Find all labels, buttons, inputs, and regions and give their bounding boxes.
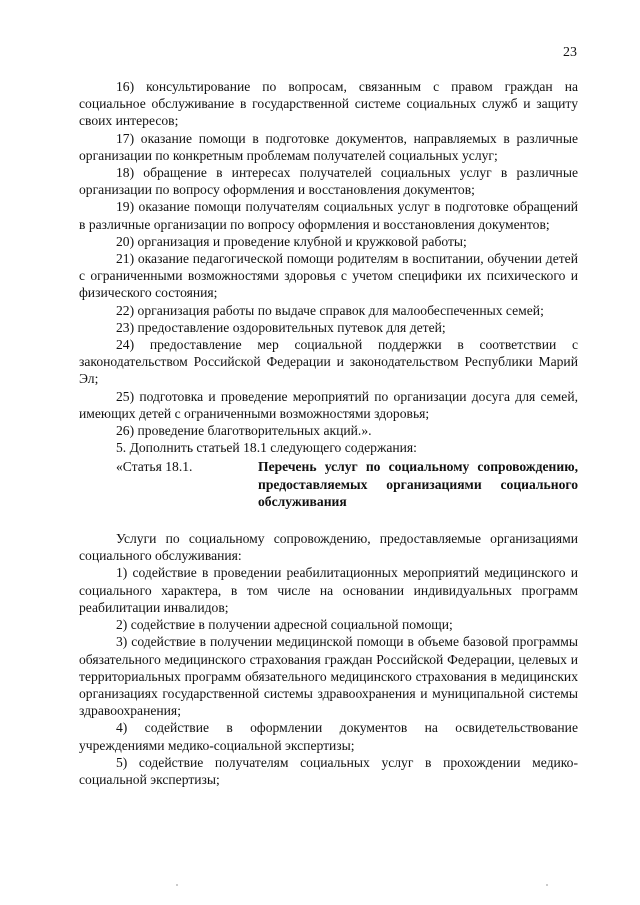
list-item-26: 26) проведение благотворительных акций.».: [116, 423, 372, 439]
service-item-2: 2) содействие в получении адресной социальной помощи;: [116, 617, 453, 633]
list-item-23: 23) предоставление оздоровительных путевок для детей;: [116, 319, 446, 335]
scan-speck: [176, 884, 178, 886]
list-item-24: 24) предоставление мер социальной поддержки в соответствии с законодательством Российской Федерации и законодательством Республики Марий Эл;: [79, 337, 578, 387]
service-item-4: 4) содействие в оформлении документов на освидетельствование учреждениями медико-социальной экспертизы;: [79, 720, 578, 753]
section-spacer: [79, 510, 578, 530]
document-body: [79, 78, 578, 788]
article-label: «Статья 18.1.: [116, 459, 193, 475]
list-item-21: 21) оказание педагогической помощи родителям в воспитании, обучении детей с ограниченными возможностями здоровья с учетом специфики их психического и физического состояния;: [79, 251, 578, 301]
service-item-5: 5) содействие получателям социальных услуг в прохождении медико-социальной экспертизы;: [79, 754, 578, 787]
services-intro: Услуги по социальному сопровождению, предоставляемые организациями социального обслуживания:: [79, 531, 578, 564]
list-item-22: 22) организация работы по выдаче справок для малообеспеченных семей;: [116, 302, 544, 318]
list-item-18: 18) обращение в интересах получателей социальных услуг в различные организации по вопросу оформления и восстановления документов;: [79, 165, 578, 198]
list-item-20: 20) организация и проведение клубной и кружковой работы;: [116, 233, 467, 249]
amendment-point-5: 5. Дополнить статьей 18.1 следующего содержания:: [116, 440, 417, 456]
list-item-17: 17) оказание помощи в подготовке документов, направляемых в различные организации по конкретным проблемам получателей социальных услуг;: [79, 130, 578, 163]
service-item-3: 3) содействие в получении медицинской помощи в объеме базовой программы обязательного медицинского страхования граждан Российской Федерации, целевых и территориальных программ обязательного медицинского страхования в медицинских организациях государственной системы здравоохранения и муниципальной системы здравоохранения;: [79, 634, 578, 719]
list-item-16: 16) консультирование по вопросам, связанным с правом граждан на социальное обслуживание в государственной системе социальных служб и защиту своих интересов;: [79, 79, 578, 129]
service-item-1: 1) содействие в проведении реабилитационных мероприятий медицинского и социального характера, в том числе на основании индивидуальных программ реабилитации инвалидов;: [79, 565, 578, 615]
scan-speck: [546, 884, 548, 886]
article-heading: [79, 458, 578, 510]
article-title: Перечень услуг по социальному сопровождению, предоставляемых организациями социального обслуживания: [258, 459, 578, 509]
page-number: 23: [563, 45, 577, 60]
list-item-19: 19) оказание помощи получателям социальных услуг в подготовке обращений в различные организации по вопросу оформления и восстановления документов;: [79, 199, 578, 232]
list-item-25: 25) подготовка и проведение мероприятий по организации досуга для семей, имеющих детей с ограниченными возможностями здоровья;: [79, 388, 578, 421]
